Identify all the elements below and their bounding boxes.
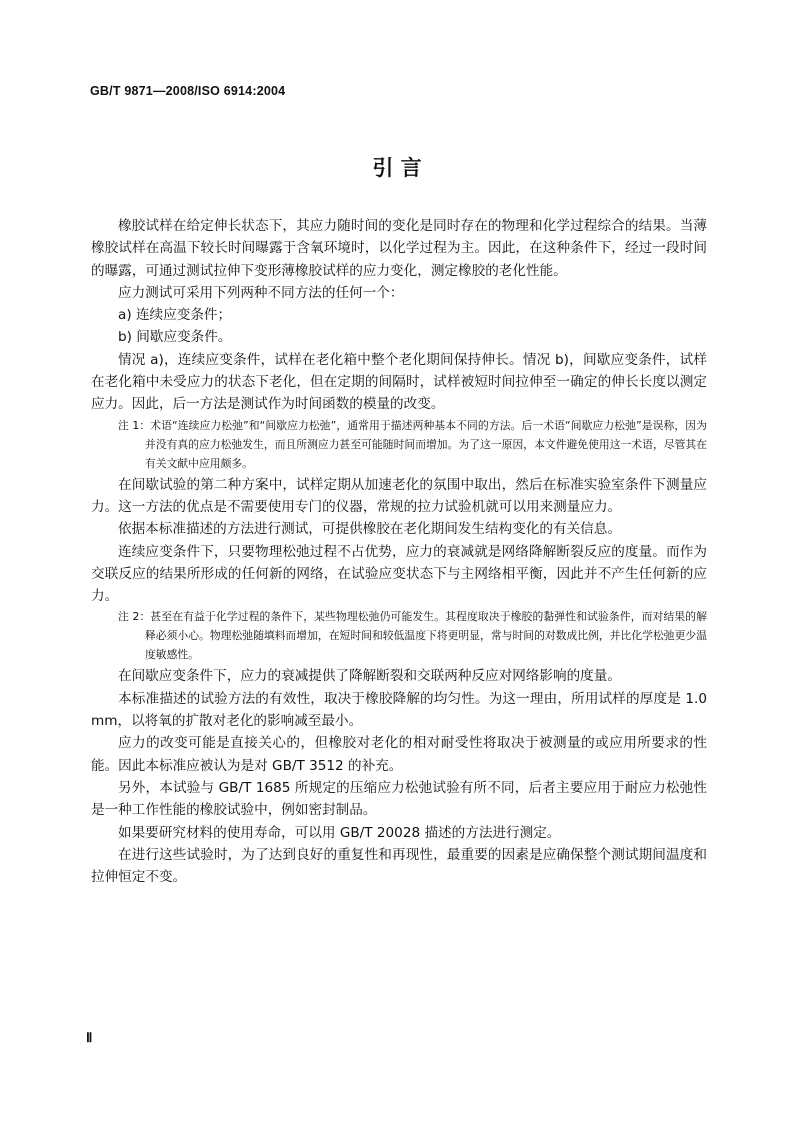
section-title: 引 言 — [372, 156, 422, 180]
paragraph: 本标准描述的试验方法的有效性，取决于橡胶降解的均匀性。为这一理由，所用试样的厚度是 1.0 mm，以将氧的扩散对老化的影响减至最小。 — [91, 690, 707, 730]
paragraph: 应力的改变可能是直接关心的，但橡胶对老化的相对耐受性将取决于被测量的或应用所要求的性能。因此本标准应被认为是对 GB/T 3512 的补充。 — [91, 735, 707, 774]
paragraph: 在进行这些试验时，为了达到良好的重复性和再现性，最重要的因素是应确保整个测试期间温度和拉伸恒定不变。 — [91, 846, 707, 886]
list-item-a: a) 连续应变条件； — [118, 307, 232, 324]
standard-code-header: GB/T 9871—2008/ISO 6914:2004 — [90, 84, 286, 98]
paragraph: 应力测试可采用下列两种不同方法的任何一个： — [118, 284, 404, 301]
note-2: 注 2：甚至在有益于化学过程的条件下，某些物理松弛仍可能发生。其程度取决于橡胶的黏弹性和试验条件，而对结果的解释必须小心。物理松弛随填料而增加，在短时间和较低温度下将更明显，常与时间的对数成比例，并比化学松弛更少温度敏感性。 — [118, 610, 707, 662]
list-item-b: b) 间歇应变条件。 — [118, 329, 232, 346]
paragraph: 橡胶试样在给定伸长状态下，其应力随时间的变化是同时存在的物理和化学过程综合的结果。当薄橡胶试样在高温下较长时间曝露于含氧环境时，以化学过程为主。因此，在这种条件下，经过一段时间的曝露，可通过测试拉伸下变形薄橡胶试样的应力变化，测定橡胶的老化性能。 — [91, 218, 707, 279]
paragraph: 在间歇试验的第二种方案中，试样定期从加速老化的氛围中取出，然后在标准实验室条件下测量应力。这一方法的优点是不需要使用专门的仪器，常规的拉力试验机就可以用来测量应力。 — [91, 476, 707, 515]
paragraph: 另外，本试验与 GB/T 1685 所规定的压缩应力松弛试验有所不同，后者主要应用于耐应力松弛性是一种工作性能的橡胶试验中，例如密封制品。 — [91, 779, 707, 819]
document-body — [91, 215, 707, 888]
paragraph: 情况 a)，连续应变条件，试样在老化箱中整个老化期间保持伸长。情况 b)，间歇应变条件，试样在老化箱中未受应力的状态下老化，但在定期的间隔时，试样被短时间拉伸至一确定的伸长长度以测定应力。因此，后一方法是测试作为时间函数的模量的改变。 — [91, 351, 707, 413]
paragraph: 在间歇应变条件下，应力的衰减提供了降解断裂和交联两种反应对网络影响的度量。 — [118, 668, 621, 685]
page-number: Ⅱ — [86, 1030, 93, 1045]
note-1: 注 1：术语“连续应力松弛”和“间歇应力松弛”，通常用于描述两种基本不同的方法。后一术语“间歇应力松弛”是误称，因为并没有真的应力松弛发生，而且所测应力甚至可能随时间而增加。为了这一原因，本文件避免使用这一术语，尽管其在有关文献中应用颇多。 — [118, 418, 707, 470]
paragraph: 如果要研究材料的使用寿命，可以用 GB/T 20028 描述的方法进行测定。 — [118, 824, 561, 841]
paragraph: 依据本标准描述的方法进行测试，可提供橡胶在老化期间发生结构变化的有关信息。 — [118, 521, 621, 538]
paragraph: 连续应变条件下，只要物理松弛过程不占优势，应力的衰减就是网络降解断裂反应的度量。而作为交联反应的结果所形成的任何新的网络，在试验应变状态下与主网络相平衡，因此并不产生任何新的应力。 — [91, 543, 707, 605]
